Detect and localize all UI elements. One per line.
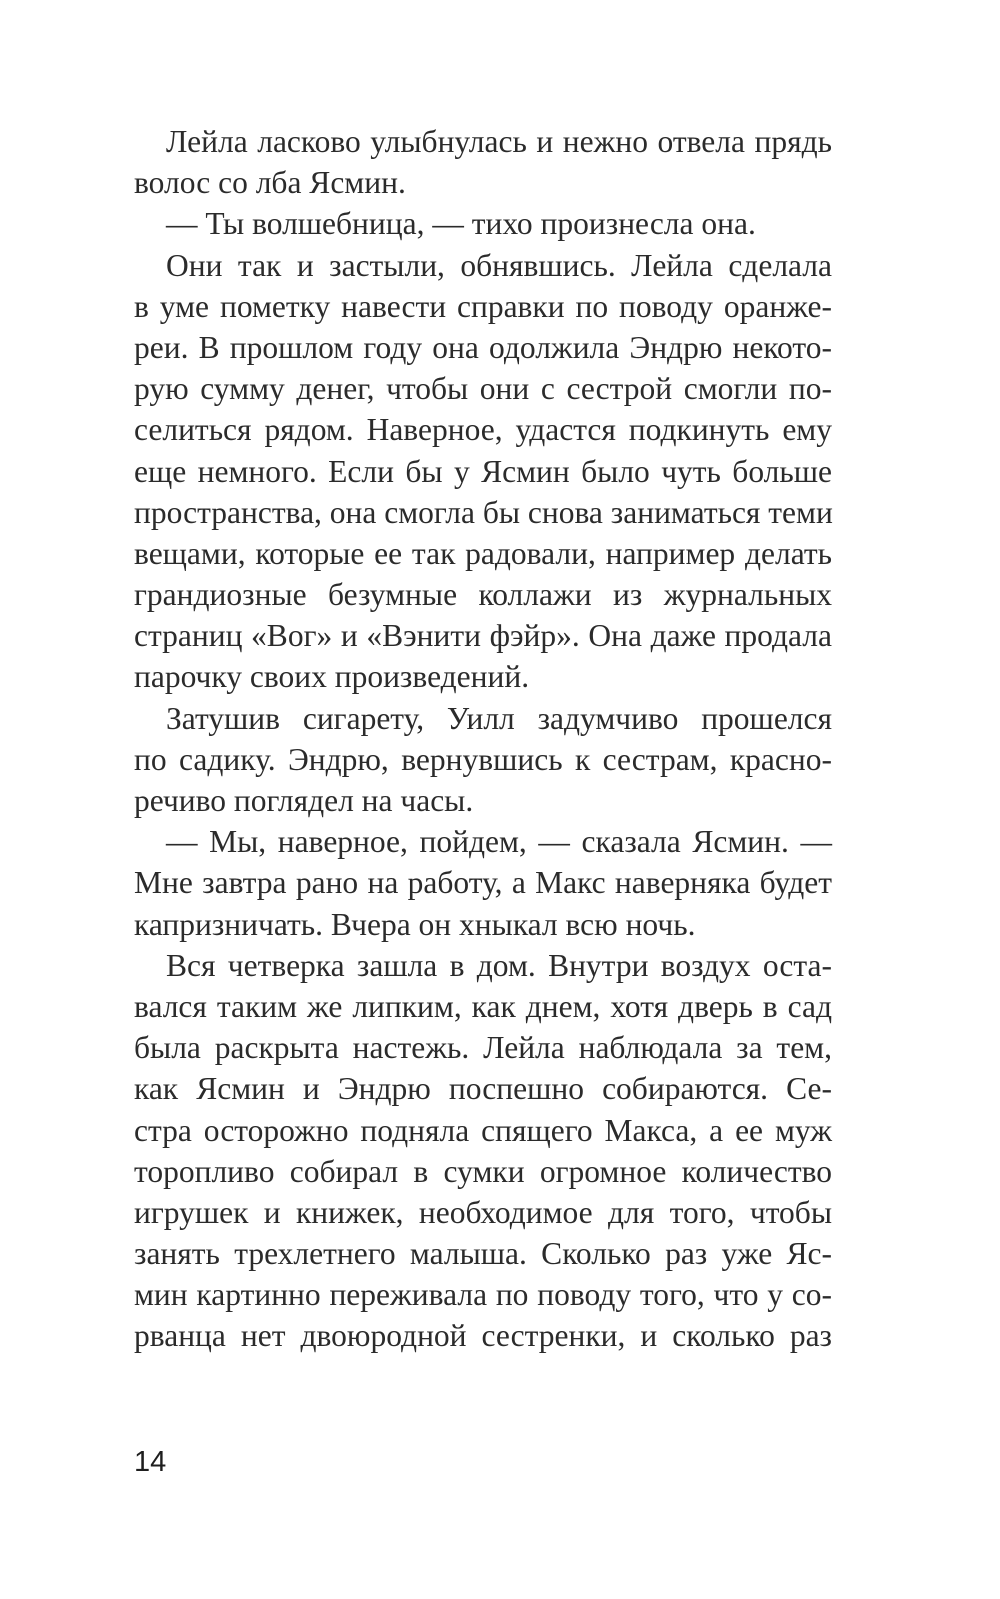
text-line: по садику. Эндрю, вернувшись к сестрам, красно-: [134, 741, 832, 777]
page-number: 14: [134, 1446, 167, 1478]
text-line: Лейла ласково улыбнулась и нежно отвела прядь: [166, 124, 832, 159]
text-line: речиво поглядел на часы.: [134, 783, 474, 818]
text-line: — Мы, наверное, пойдем, — сказала Ясмин. —: [166, 824, 832, 860]
text-line: — Ты волшебница, — тихо произнесла она.: [166, 206, 756, 242]
text-line: реи. В прошлом году она одолжила Эндрю некото-: [134, 329, 832, 365]
text-line: мин картинно переживала по поводу того, что у со-: [134, 1277, 832, 1313]
text-line: занять трехлетнего малыша. Сколько раз уже Яс-: [134, 1236, 832, 1272]
text-line: в уме пометку навести справки по поводу оранже-: [134, 288, 832, 324]
text-line: грандиозные безумные коллажи из журнальных: [134, 577, 832, 613]
text-line: Вся четверка зашла в дом. Внутри воздух оста-: [166, 947, 832, 983]
text-line: Они так и застыли, обнявшись. Лейла сделала: [166, 247, 832, 283]
text-line: как Ясмин и Эндрю поспешно собираются. Се-: [134, 1071, 832, 1107]
text-line: вался таким же липким, как днем, хотя дверь в сад: [134, 988, 832, 1024]
text-line: стра осторожно подняла спящего Макса, а ее муж: [134, 1112, 832, 1148]
text-line: парочку своих произведений.: [134, 659, 530, 695]
body-text: [134, 121, 832, 1357]
text-line: рванца нет двоюродной сестренки, и сколько раз: [134, 1318, 832, 1354]
text-line: торопливо собирал в сумки огромное количество: [134, 1153, 832, 1189]
text-line: пространства, она смогла бы снова заниматься теми: [134, 494, 833, 530]
text-line: Затушив сигарету, Уилл задумчиво прошелся: [166, 700, 832, 736]
text-line: селиться рядом. Наверное, удастся подкинуть ему: [134, 412, 832, 448]
text-line: была раскрыта настежь. Лейла наблюдала за тем,: [134, 1030, 832, 1066]
text-line: капризничать. Вчера он хныкал всю ночь.: [134, 906, 696, 942]
text-line: волос со лба Ясмин.: [134, 165, 406, 201]
text-line: Мне завтра рано на работу, а Макс наверняка будет: [134, 865, 832, 901]
text-line: страниц «Вог» и «Вэнити фэйр». Она даже продала: [134, 618, 832, 654]
text-line: вещами, которые ее так радовали, например делать: [134, 535, 832, 571]
text-line: еще немного. Если бы у Ясмин было чуть больше: [134, 453, 832, 489]
text-line: игрушек и книжек, необходимое для того, чтобы: [134, 1194, 832, 1230]
text-line: рую сумму денег, чтобы они с сестрой смогли по-: [134, 371, 832, 407]
